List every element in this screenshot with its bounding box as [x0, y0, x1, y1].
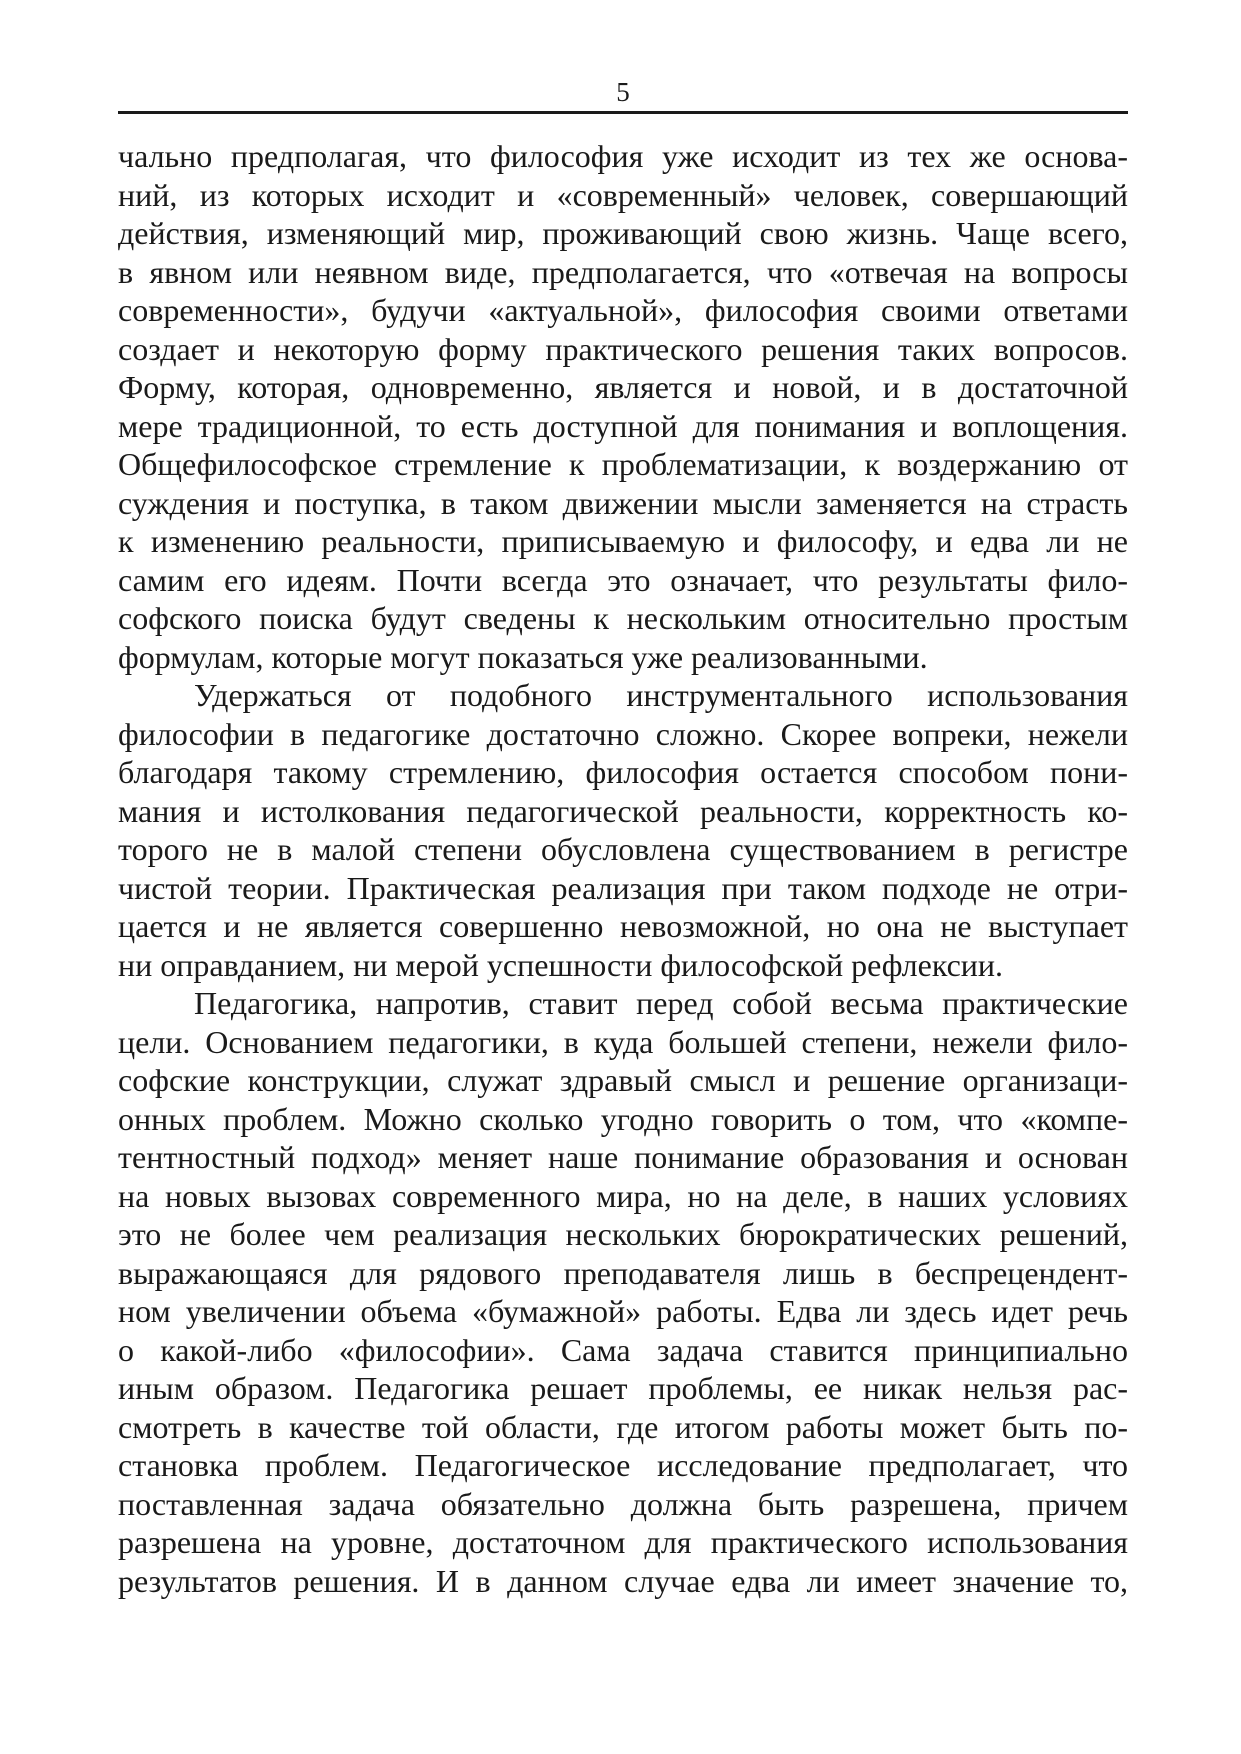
header-rule: [118, 111, 1128, 114]
text-line: мере традиционной, то есть доступной для понимания и воплощения.: [118, 407, 1128, 444]
text-line: это не более чем реализация нескольких бюрократических решений,: [118, 1216, 1128, 1252]
text-line: современности», будучи «актуальной», философия своими ответами: [118, 292, 1128, 328]
text-line: цается и не является совершенно невозможной, но она не выступает: [118, 908, 1128, 944]
text-line: выражающаяся для рядового преподавателя лишь в беспрецендент-: [118, 1254, 1128, 1291]
text-line: ни оправданием, ни мерой успешности философской рефлексии.: [118, 946, 1004, 983]
text-line: ний, из которых исходит и «современный» человек, совершающий: [118, 176, 1128, 213]
text-line: действия, изменяющий мир, проживающий свою жизнь. Чаще всего,: [118, 215, 1128, 251]
text-line: результатов решения. И в данном случае едва ли имеет значение то,: [118, 1562, 1128, 1599]
text-line: торого не в малой степени обусловлена существованием в регистре: [118, 831, 1128, 867]
text-line: суждения и поступка, в таком движении мысли заменяется на страсть: [118, 484, 1128, 521]
text-line: софские конструкции, служат здравый смысл и решение организаци-: [118, 1062, 1128, 1098]
body-text: [118, 137, 1128, 1600]
text-line: ном увеличении объема «бумажной» работы. Едва ли здесь идет речь: [118, 1293, 1128, 1329]
text-line: формулам, которые могут показаться уже реализованными.: [118, 638, 928, 675]
text-line: поставленная задача обязательно должна быть разрешена, причем: [118, 1485, 1128, 1522]
text-line: философии в педагогике достаточно сложно. Скорее вопреки, нежели: [118, 715, 1128, 752]
page-number: 5: [616, 77, 630, 107]
text-line: софского поиска будут сведены к нескольким относительно простым: [118, 600, 1128, 636]
text-line: чистой теории. Практическая реализация при таком подходе не отри-: [118, 869, 1128, 906]
paragraph-first-line: Удержаться от подобного инструментального использования: [194, 677, 1128, 713]
text-line: цели. Основанием педагогики, в куда большей степени, нежели фило-: [118, 1023, 1128, 1060]
text-line: Форму, которая, одновременно, является и новой, и в достаточной: [118, 369, 1128, 405]
text-line: разрешена на уровне, достаточном для практического использования: [118, 1524, 1128, 1560]
text-line: смотреть в качестве той области, где итогом работы может быть по-: [118, 1408, 1128, 1445]
text-line: в явном или неявном виде, предполагается, что «отвечая на вопросы: [118, 253, 1128, 290]
text-line: тентностный подход» меняет наше понимание образования и основан: [118, 1139, 1128, 1175]
text-line: иным образом. Педагогика решает проблемы, ее никак нельзя рас-: [118, 1370, 1128, 1406]
text-line: чально предполагая, что философия уже исходит из тех же основа-: [118, 138, 1128, 174]
text-line: Общефилософское стремление к проблематизации, к воздержанию от: [118, 446, 1128, 482]
text-line: благодаря такому стремлению, философия остается способом пони-: [118, 754, 1128, 790]
text-line: становка проблем. Педагогическое исследование предполагает, что: [118, 1447, 1128, 1483]
text-line: создает и некоторую форму практического решения таких вопросов.: [118, 330, 1128, 367]
text-line: на новых вызовах современного мира, но на деле, в наших условиях: [118, 1177, 1128, 1214]
text-line: самим его идеям. Почти всегда это означает, что результаты фило-: [118, 561, 1128, 598]
text-line: о какой-либо «философии». Сама задача ставится принципиально: [118, 1331, 1128, 1368]
paragraph-first-line: Педагогика, напротив, ставит перед собой весьма практические: [194, 985, 1128, 1021]
text-line: мания и истолкования педагогической реальности, корректность ко-: [118, 792, 1128, 829]
text-line: онных проблем. Можно сколько угодно говорить о том, что «компе-: [118, 1100, 1128, 1137]
text-line: к изменению реальности, приписываемую и философу, и едва ли не: [118, 523, 1128, 559]
